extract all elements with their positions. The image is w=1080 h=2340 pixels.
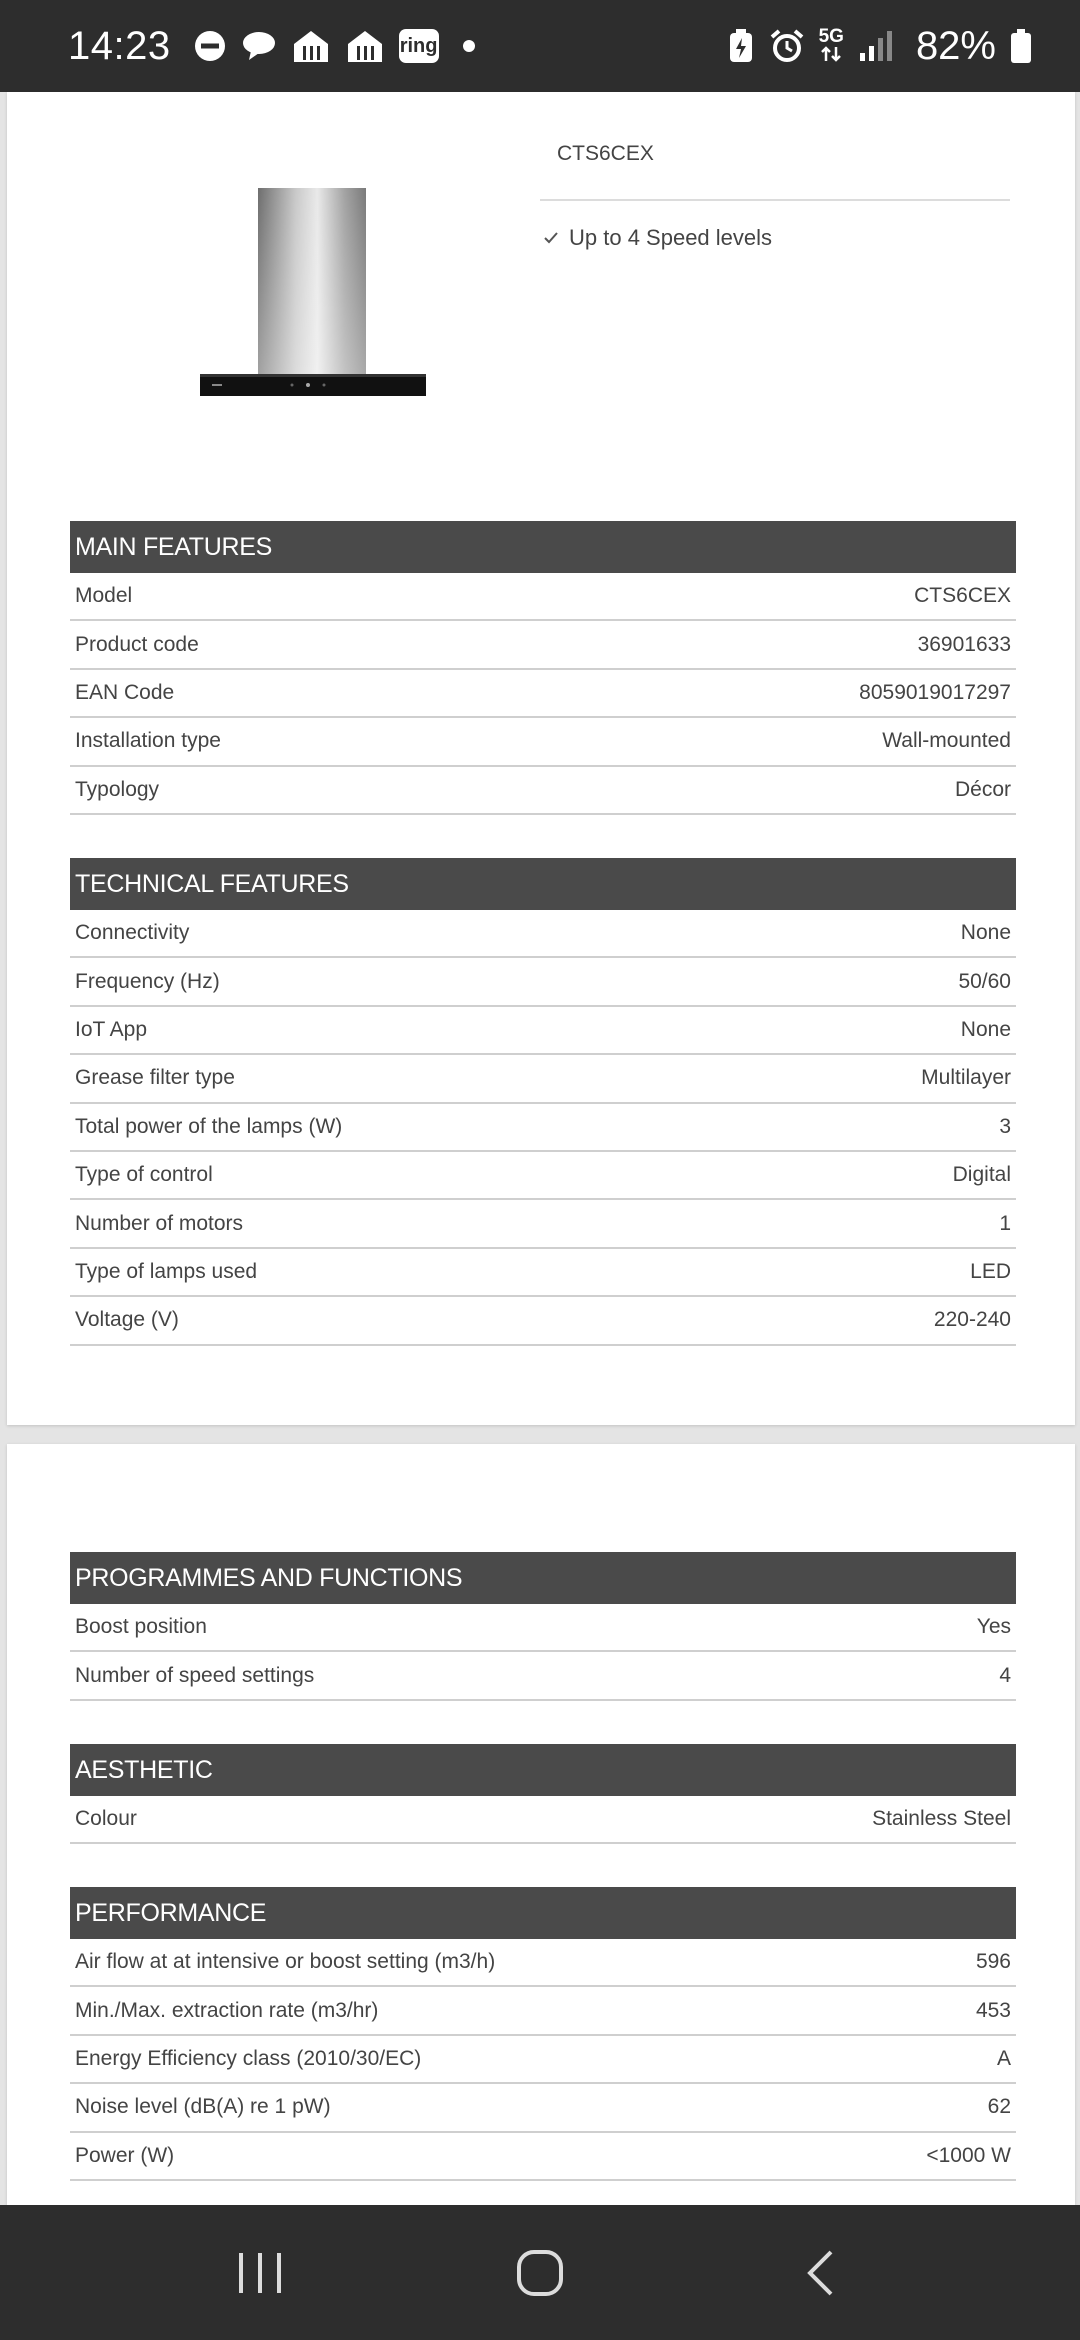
status-right bbox=[727, 24, 1032, 69]
performance-section bbox=[70, 1887, 1016, 2181]
section-header: MAIN FEATURES bbox=[70, 521, 1016, 573]
table-row bbox=[70, 1297, 1016, 1345]
chat-icon bbox=[241, 29, 277, 63]
signal-icon bbox=[858, 29, 894, 63]
back-icon bbox=[805, 2249, 835, 2297]
row-label: Frequency (Hz) bbox=[75, 969, 220, 993]
table-row bbox=[70, 1055, 1016, 1103]
row-label: Power (W) bbox=[75, 2143, 175, 2167]
check-icon bbox=[543, 225, 559, 251]
row-label: Type of control bbox=[75, 1163, 213, 1187]
table-row bbox=[70, 621, 1016, 669]
row-value: 596 bbox=[975, 1950, 1011, 1974]
table-row bbox=[70, 958, 1016, 1006]
recent-apps-button[interactable] bbox=[200, 2223, 320, 2323]
product-model: CTS6CEX bbox=[557, 142, 654, 165]
row-value: 36901633 bbox=[917, 632, 1011, 656]
table-row bbox=[70, 718, 1016, 766]
row-label: IoT App bbox=[75, 1017, 148, 1041]
table-row bbox=[70, 2133, 1016, 2181]
row-value: CTS6CEX bbox=[914, 584, 1011, 608]
row-value: LED bbox=[970, 1259, 1011, 1283]
row-value: 3 bbox=[999, 1114, 1011, 1138]
aesthetic-section bbox=[70, 1744, 1016, 1844]
alarm-icon bbox=[769, 28, 805, 64]
row-label: Number of motors bbox=[75, 1211, 244, 1235]
row-label: Typology bbox=[75, 777, 160, 801]
row-value: Multilayer bbox=[921, 1066, 1011, 1090]
row-label: Voltage (V) bbox=[75, 1308, 179, 1332]
table-row bbox=[70, 1249, 1016, 1297]
row-label: Air flow at at intensive or boost setting (m3/h) bbox=[75, 1950, 496, 1974]
row-label: Type of lamps used bbox=[75, 1259, 258, 1283]
table-row bbox=[70, 1200, 1016, 1248]
row-label: Min./Max. extraction rate (m3/hr) bbox=[75, 1998, 379, 2022]
specs-card bbox=[7, 1444, 1075, 2205]
main-features-section bbox=[70, 521, 1016, 815]
delivery-icon bbox=[291, 28, 331, 64]
table-row bbox=[70, 1007, 1016, 1055]
row-value: Wall-mounted bbox=[882, 729, 1011, 753]
product-card bbox=[7, 92, 1075, 1425]
battery-percentage: 82% bbox=[915, 23, 996, 68]
technical-features-section bbox=[70, 858, 1016, 1346]
row-label: Boost position bbox=[75, 1615, 207, 1639]
navigation-bar bbox=[0, 2205, 1080, 2340]
row-label: Connectivity bbox=[75, 921, 190, 945]
row-label: Energy Efficiency class (2010/30/EC) bbox=[75, 2046, 422, 2070]
feature-label: Up to 4 Speed levels bbox=[569, 225, 773, 250]
product-image bbox=[192, 188, 432, 398]
status-time: 14:23 bbox=[68, 23, 171, 68]
row-label: Grease filter type bbox=[75, 1066, 235, 1090]
row-label: Number of speed settings bbox=[75, 1663, 315, 1687]
table-row bbox=[70, 1104, 1016, 1152]
divider bbox=[540, 199, 1010, 201]
section-header: PERFORMANCE bbox=[70, 1887, 1016, 1939]
network-label: 5G bbox=[818, 25, 844, 47]
recent-apps-icon bbox=[237, 2251, 283, 2295]
table-row bbox=[70, 910, 1016, 958]
table-row bbox=[70, 1987, 1016, 2035]
home-icon bbox=[516, 2249, 564, 2297]
section-header: AESTHETIC bbox=[70, 1744, 1016, 1796]
battery-icon bbox=[1010, 28, 1032, 64]
row-label: EAN Code bbox=[75, 680, 175, 704]
row-value: 4 bbox=[999, 1663, 1011, 1687]
row-value: 220-240 bbox=[933, 1308, 1011, 1332]
table-row bbox=[70, 573, 1016, 621]
row-label: Product code bbox=[75, 632, 199, 656]
row-value: 1 bbox=[999, 1211, 1011, 1235]
row-label: Noise level (dB(A) re 1 pW) bbox=[75, 2095, 331, 2119]
table-row bbox=[70, 1152, 1016, 1200]
row-value: A bbox=[996, 2046, 1011, 2070]
row-label: Colour bbox=[75, 1807, 137, 1831]
row-value: 50/60 bbox=[958, 969, 1011, 993]
ring-app-icon: ring bbox=[399, 29, 439, 63]
row-value: Digital bbox=[952, 1163, 1011, 1187]
table-row bbox=[70, 767, 1016, 815]
table-row bbox=[70, 1796, 1016, 1844]
row-value: 62 bbox=[987, 2095, 1011, 2119]
status-bar bbox=[0, 0, 1080, 92]
row-value: Stainless Steel bbox=[872, 1807, 1011, 1831]
feature-item bbox=[543, 225, 772, 251]
status-left bbox=[68, 24, 475, 69]
table-row bbox=[70, 2084, 1016, 2132]
table-row bbox=[70, 1939, 1016, 1987]
row-label: Model bbox=[75, 584, 133, 608]
row-value: None bbox=[960, 921, 1011, 945]
back-button[interactable] bbox=[760, 2223, 880, 2323]
table-row bbox=[70, 1652, 1016, 1700]
battery-saver-icon bbox=[727, 28, 755, 64]
section-header: TECHNICAL FEATURES bbox=[70, 858, 1016, 910]
notification-dot-icon bbox=[463, 40, 475, 52]
table-row bbox=[70, 2036, 1016, 2084]
row-value: None bbox=[960, 1017, 1011, 1041]
programmes-section bbox=[70, 1552, 1016, 1701]
row-value: 453 bbox=[975, 1998, 1011, 2022]
delivery-icon bbox=[345, 28, 385, 64]
table-row bbox=[70, 1604, 1016, 1652]
row-value: 8059019017297 bbox=[859, 680, 1011, 704]
row-label: Installation type bbox=[75, 729, 221, 753]
table-row bbox=[70, 670, 1016, 718]
row-value: Décor bbox=[954, 777, 1011, 801]
home-button[interactable] bbox=[480, 2223, 600, 2323]
do-not-disturb-icon bbox=[193, 29, 227, 63]
row-label: Total power of the lamps (W) bbox=[75, 1114, 343, 1138]
section-header: PROGRAMMES AND FUNCTIONS bbox=[70, 1552, 1016, 1604]
network-type bbox=[819, 27, 844, 66]
data-arrows-icon bbox=[820, 46, 842, 66]
row-value: Yes bbox=[976, 1615, 1011, 1639]
row-value: <1000 W bbox=[926, 2143, 1011, 2167]
